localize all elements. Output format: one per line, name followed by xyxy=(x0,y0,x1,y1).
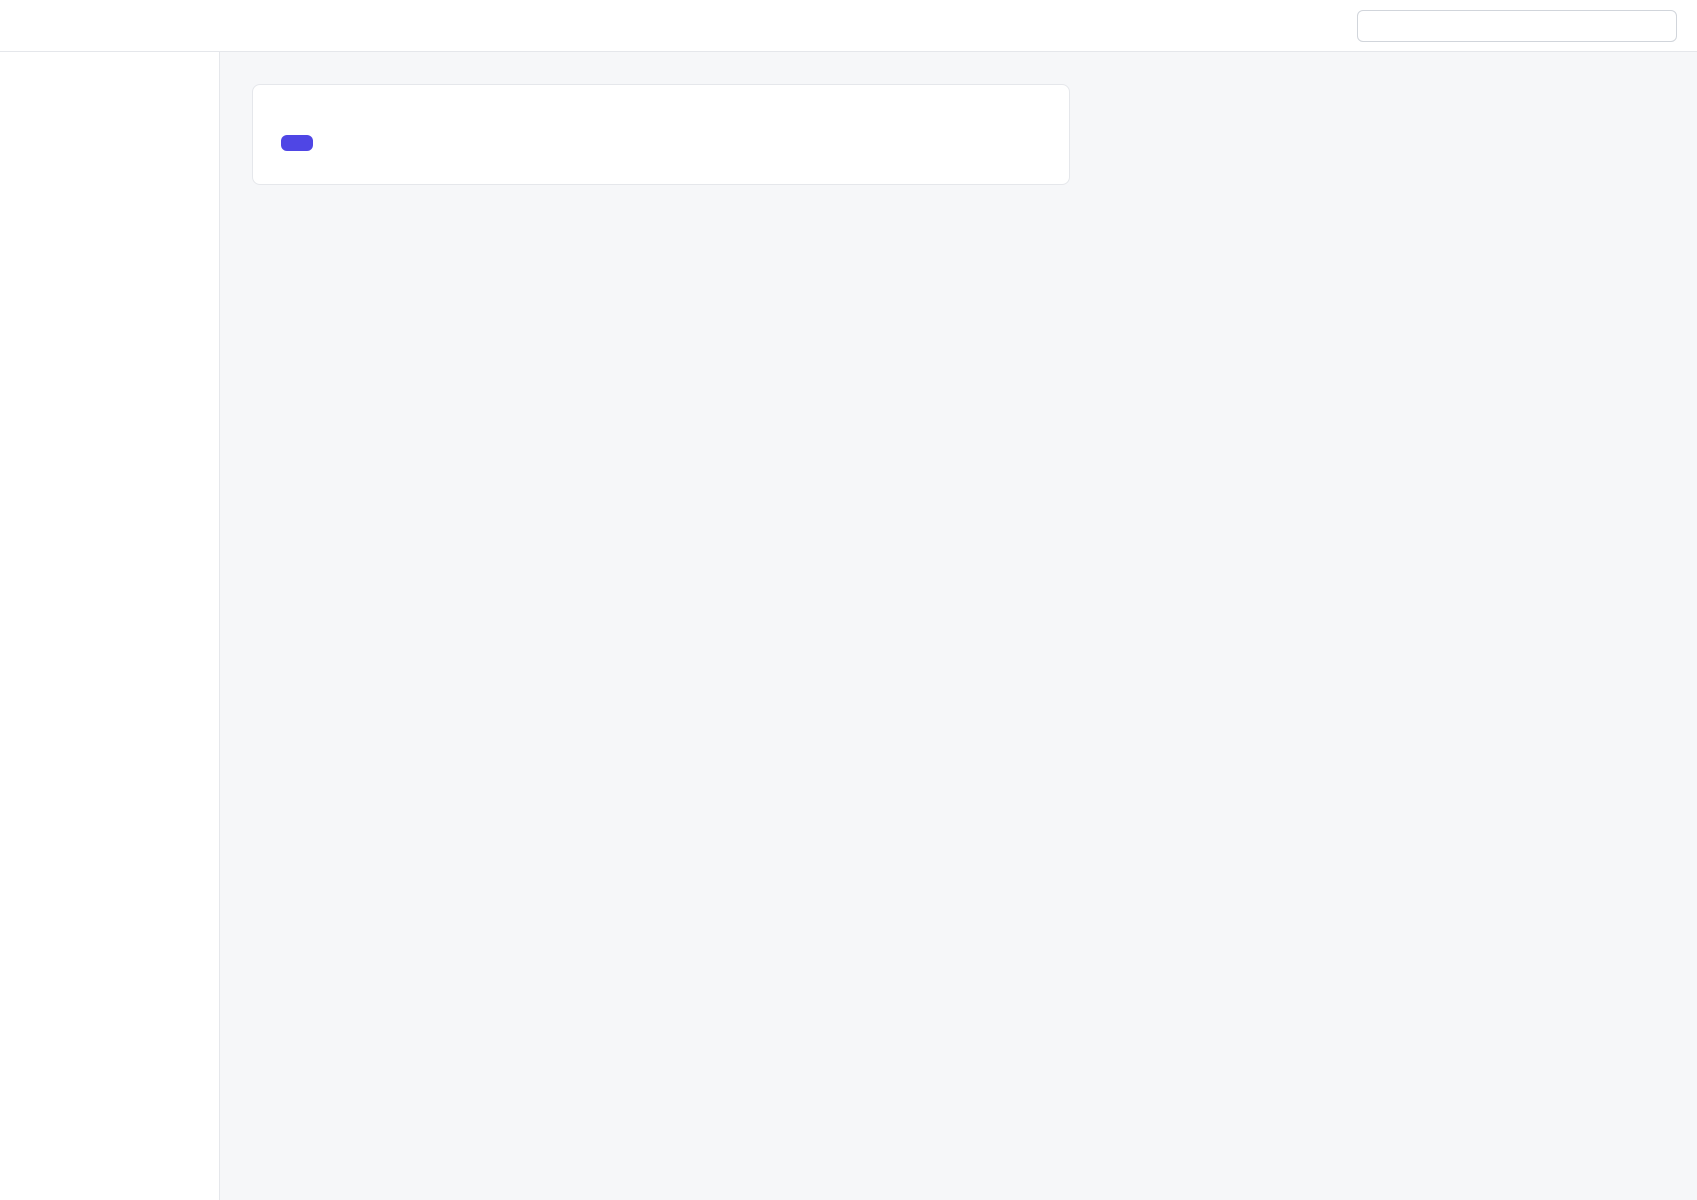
main-content xyxy=(220,52,1697,1200)
app-body xyxy=(0,52,1697,1200)
search-input[interactable] xyxy=(1357,10,1677,42)
top-bar xyxy=(0,0,1697,52)
notice-panel xyxy=(252,84,1070,185)
retry-button[interactable] xyxy=(281,135,313,151)
sidebar xyxy=(0,52,220,1200)
